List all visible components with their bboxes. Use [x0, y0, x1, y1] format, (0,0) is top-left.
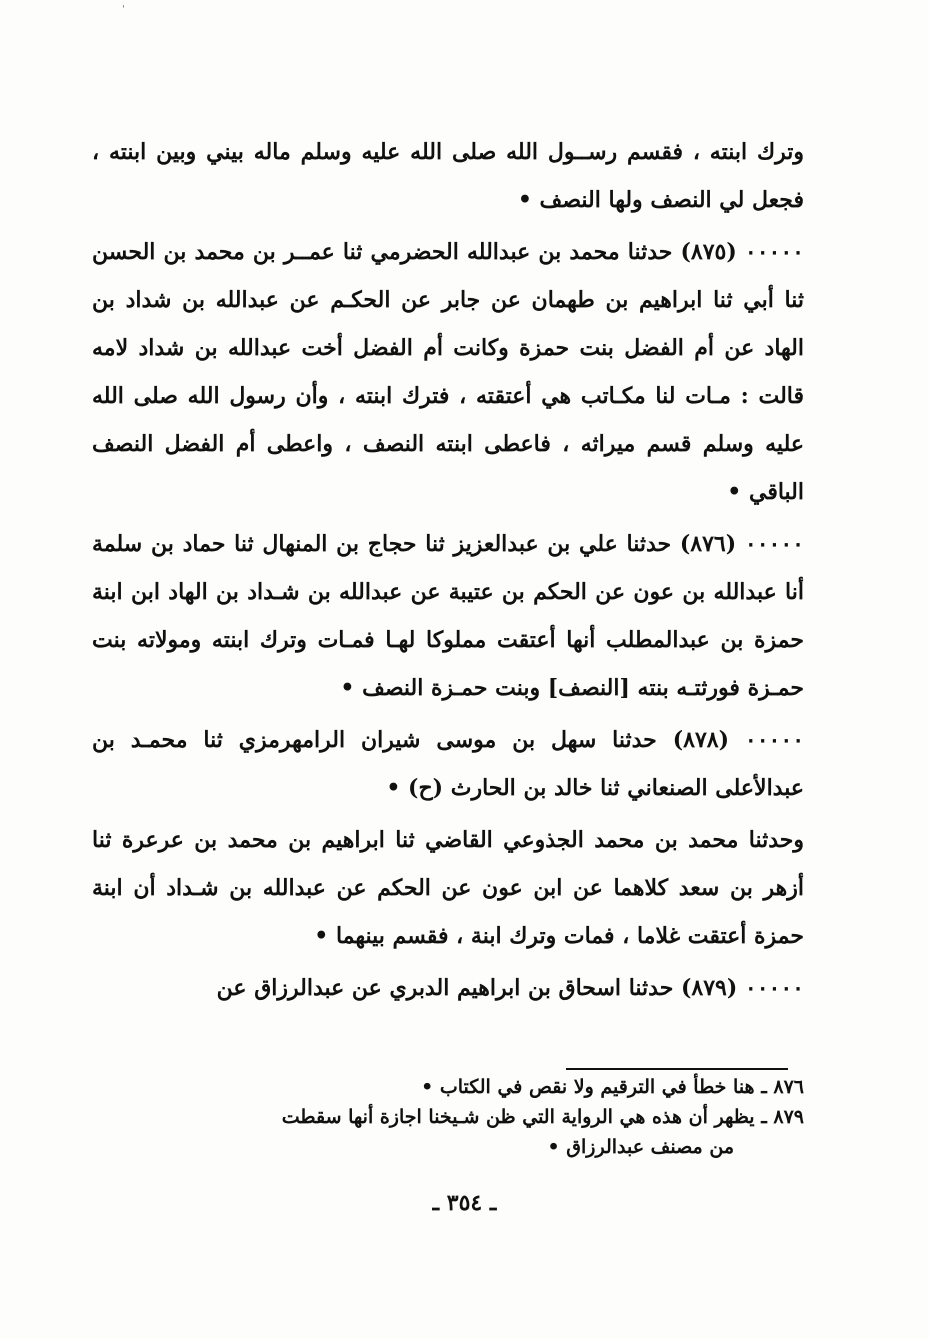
footnote-876: ٨٧٦ ـ هنا خطأ في الترقيم ولا نقص في الكتاب • — [421, 1076, 804, 1098]
footnote-879: ٨٧٩ ـ يظهر أن هذه هي الرواية التي ظن شـيخنا اجازة أنها سقطت — [281, 1106, 804, 1128]
paragraph-continuation: وترك ابنته ، فقسم رســول الله صلى الله عليه وسلم ماله بيني وبين ابنته ، فجعل لي النصف ولها النصف • — [92, 139, 804, 213]
footnote-879-continuation: من مصنف عبدالرزاق • — [547, 1136, 734, 1158]
hadith-879: ٠٠٠٠٠ (٨٧٩) حدثنا اسحاق بن ابراهيم الدبري عن عبدالرزاق عن — [216, 975, 804, 1001]
main-text — [92, 128, 804, 1012]
hadith-878-second-chain: وحدثنا محمد بن محمد الجذوعي القاضي ثنا ابراهيم بن محمد بن عرعرة ثنا أزهر بن سعد كلاهما عن ابن عون عن الحكم عن عبدالله بن شـداد أن ابنة حمزة أعتقت غلاما ، فمات وترك ابنة ، فقسم بينهما • — [92, 827, 804, 949]
hadith-875: ٠٠٠٠٠ (٨٧٥) حدثنا محمد بن عبدالله الحضرمي ثنا عمــر بن محمد بن الحسن ثنا أبي ثنا ابراهيم بن طهمان عن جابر عن الحكـم عن عبدالله بن شداد بن الهاد عن أم الفضل بنت حمزة وكانت أم الفضل أخت عبدالله بن شداد لامه قالت : مـات لنا مكـاتب هي أعتقته ، فترك ابنته ، وأن رسول الله صلى الله عليه وسلم قسم ميراثه ، فاعطى ابنته النصف ، واعطى أم الفضل النصف الباقي • — [92, 239, 804, 505]
footnotes — [92, 1072, 804, 1162]
scan-mark: ' — [122, 4, 125, 15]
hadith-876: ٠٠٠٠٠ (٨٧٦) حدثنا علي بن عبدالعزيز ثنا حجاج بن المنهال ثنا حماد بن سلمة أنا عبدالله بن عون عن الحكم بن عتيبة عن عبدالله بن شـداد بن الهاد ابن ابنة حمزة بن عبدالمطلب أنها أعتقت مملوكا لهـا فمـات وترك ابنته ومولاته بنت حمـزة فورثتـه بنته [النصف] وبنت حمـزة النصف • — [92, 531, 804, 701]
page-number: ـ ٣٥٤ ـ — [432, 1190, 497, 1216]
footnote-divider — [566, 1068, 788, 1070]
hadith-878: ٠٠٠٠٠ (٨٧٨) حدثنا سهل بن موسى شيران الرامهرمزي ثنا محمـد بن عبدالأعلى الصنعاني ثنا خالد بن الحارث (ح) • — [92, 727, 805, 801]
